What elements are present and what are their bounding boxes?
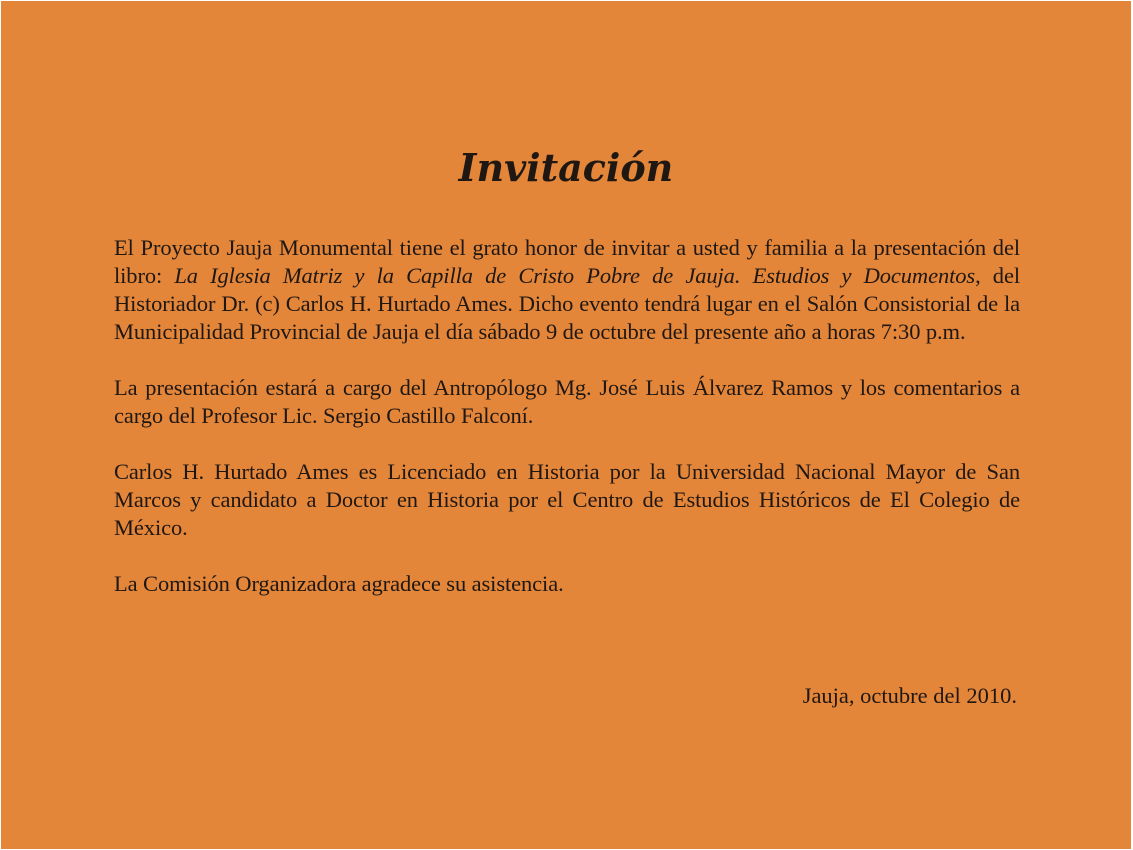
- invitation-title: Invitación: [458, 145, 674, 190]
- paragraph-intro: El Proyecto Jauja Monumental tiene el grato honor de invitar a usted y familia a la presentación del libro:: [114, 235, 1020, 288]
- paragraph-author-bio: Carlos H. Hurtado Ames es Licenciado en Historia por la Universidad Nacional Mayor de San Marcos y candidato a Doctor en Historia por el Centro de Estudios Históricos de El Colegio de México.: [114, 459, 1020, 540]
- paragraph-thanks: La Comisión Organizadora agradece su asistencia.: [114, 571, 564, 596]
- invitation-body: [114, 234, 1020, 626]
- paragraph-event-rest: , del Historiador Dr. (c) Carlos H. Hurtado Ames. Dicho evento tendrá lugar en el Salón Consistorial de la Municipalidad Provincial de Jauja el día sábado 9 de octubre del presente año a horas 7:30 p.m.: [114, 263, 1020, 344]
- paragraph-presenters: La presentación estará a cargo del Antropólogo Mg. José Luis Álvarez Ramos y los comentarios a cargo del Profesor Lic. Sergio Castillo Falconí.: [114, 375, 1020, 428]
- paragraph-event-details: [114, 234, 1020, 346]
- book-title: La Iglesia Matriz y la Capilla de Cristo Pobre de Jauja. Estudios y Documentos: [174, 263, 976, 288]
- signoff-place-date: Jauja, octubre del 2010.: [802, 683, 1017, 708]
